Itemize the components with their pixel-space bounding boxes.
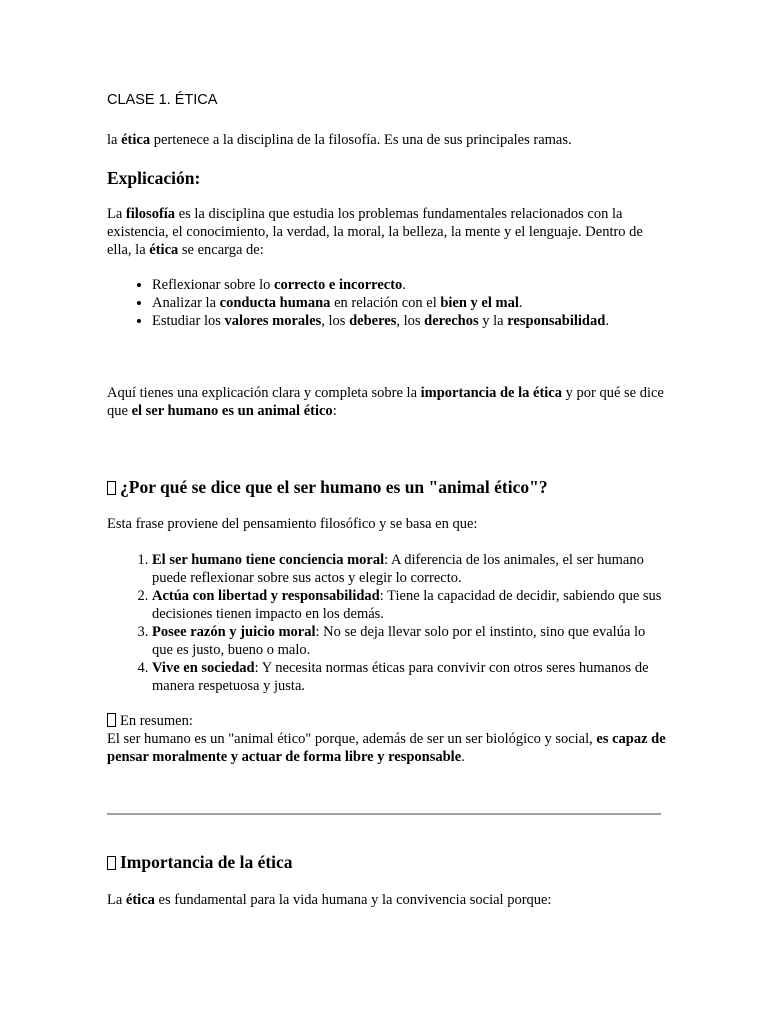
bold-run: conducta humana	[219, 295, 331, 311]
list-item	[152, 659, 667, 695]
bold-run: responsabilidad	[507, 313, 606, 329]
text-run: : Y necesita normas éticas para convivir con otros seres humanos de manera respetuosa y justa.	[152, 660, 649, 694]
text-run: y por qué se dice que	[107, 385, 664, 419]
text-run: en relación con el	[330, 295, 441, 311]
resumen-label: En resumen:	[120, 713, 193, 729]
text-run: Aquí tienes una explicación clara y completa sobre la	[107, 385, 421, 401]
bold-run: ética	[149, 242, 179, 258]
aqui-paragraph	[107, 384, 667, 420]
text-run: .	[402, 277, 406, 293]
list-item	[152, 276, 667, 294]
horizontal-divider	[107, 813, 661, 815]
list-item	[152, 312, 667, 330]
bold-run: valores morales	[224, 313, 322, 329]
text-run: La	[107, 892, 126, 908]
bold-run: bien y el mal	[440, 295, 519, 311]
importancia-heading	[107, 851, 667, 873]
text-run: la	[107, 132, 122, 148]
text-run: : Tiene la capacidad de decidir, sabiendo que sus decisiones tienen impacto en los demás.	[152, 588, 662, 622]
list-item	[152, 551, 667, 587]
bold-run: derechos	[424, 313, 479, 329]
text-run: , los	[321, 313, 350, 329]
bold-run: Actúa con libertad y responsabilidad	[152, 588, 380, 604]
text-run: .	[605, 313, 609, 329]
numbered-list	[107, 551, 667, 695]
bold-run: ética	[121, 132, 151, 148]
list-item	[152, 294, 667, 312]
importancia-paragraph	[107, 891, 667, 909]
bullet-list	[107, 276, 667, 330]
text-run: pertenece a la disciplina de la filosofía. Es una de sus principales ramas.	[150, 132, 572, 148]
animal-etico-heading	[107, 476, 667, 498]
text-run: :	[332, 403, 337, 419]
resumen-paragraph	[107, 712, 667, 766]
explicacion-heading: Explicación:	[107, 168, 201, 188]
intro-paragraph	[107, 131, 667, 149]
bold-run: filosofía	[125, 206, 176, 222]
missing-glyph-icon	[107, 856, 116, 870]
text-run: y la	[478, 313, 508, 329]
text-run: es la disciplina que estudia los problemas fundamentales relacionados con la existencia, el conocimiento, la verdad, la moral, la belleza, la mente y el lenguaje. Dentro de ella, la	[107, 206, 643, 258]
text-run: La	[107, 206, 126, 222]
bold-run: el ser humano es un animal ético	[131, 403, 333, 419]
text-run: se encarga de:	[178, 242, 264, 258]
text-run: , los	[396, 313, 425, 329]
text-run: .	[518, 295, 523, 311]
page-title: CLASE 1. ÉTICA	[107, 92, 218, 108]
text-run: : No se deja llevar solo por el instinto, sino que evalúa lo que es justo, bueno o malo.	[152, 624, 646, 658]
missing-glyph-icon	[107, 713, 116, 727]
text-run: es fundamental para la vida humana y la convivencia social porque:	[154, 892, 552, 908]
explicacion-paragraph	[107, 205, 667, 259]
bold-run: deberes	[349, 313, 397, 329]
text-run: .	[461, 749, 465, 765]
bold-run: importancia de la ética	[420, 385, 562, 401]
bold-run: Posee razón y juicio moral	[152, 624, 316, 640]
frase-paragraph: Esta frase proviene del pensamiento filosófico y se basa en que:	[107, 516, 478, 532]
text-run: : A diferencia de los animales, el ser humano puede reflexionar sobre sus actos y elegir lo correcto.	[152, 552, 644, 586]
bold-run: ética	[125, 892, 155, 908]
missing-glyph-icon	[107, 481, 116, 495]
list-item	[152, 623, 667, 659]
text-run: Estudiar los	[152, 313, 225, 329]
heading-text: ¿Por qué se dice que el ser humano es un "animal ético"?	[120, 477, 548, 497]
list-item	[152, 587, 667, 623]
bold-run: correcto e incorrecto	[274, 277, 403, 293]
text-run: El ser humano es un "animal ético" porque, además de ser un ser biológico y social,	[107, 731, 597, 747]
text-run: Reflexionar sobre lo	[152, 277, 275, 293]
heading-text: Importancia de la ética	[120, 852, 293, 872]
bold-run: El ser humano tiene conciencia moral	[152, 552, 385, 568]
bold-run: Vive en sociedad	[152, 660, 255, 676]
text-run: Analizar la	[152, 295, 220, 311]
bold-run: es capaz de pensar moralmente y actuar de forma libre y responsable	[107, 731, 666, 765]
